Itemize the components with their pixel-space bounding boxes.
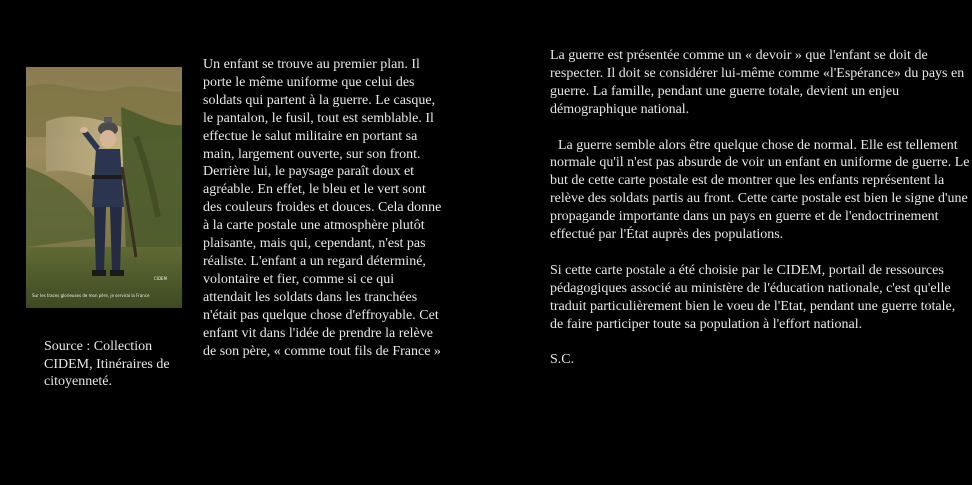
postcard-stamp-text: CIDEM — [154, 276, 168, 281]
postcard-caption: Sur les traces glorieuses de mon père, je servirai la France — [32, 293, 150, 298]
analysis-paragraph-3: Si cette carte postale a été choisie par le CIDEM, portail de ressources pédagogiques associé au ministère de l'éducation nationale, c'est qu'elle traduit particulièrement bien le voeu de l'Etat, pendant une guerre totale, de faire participer toute sa population à l'effort national. — [550, 262, 956, 332]
source-caption: Source : Collection CIDEM, Itinéraires de citoyenneté. — [44, 339, 170, 389]
description-paragraph: Un enfant se trouve au premier plan. Il porte le même uniforme que celui des soldats qui partent à la guerre. Le casque, le pantalon, le fusil, tout est semblable. Il effectue le salut militaire en portant sa main, largement ouverte, sur son front. Derrière lui, le paysage paraît doux et agréable. En effet, le bleu et le vert sont des couleurs froides et douces. Cela donne à la carte postale une atmosphère plutôt plaisante, mais qui, cependant, n'est pas réaliste. L'enfant a un regard déterminé, volontaire et fier, comme si ce qui attendait les soldats dans les tranchées n'était pas quelque chose d'effroyable. Cet enfant vit dans l'idée de prendre la relève de son père, « comme tout fils de France » — [203, 57, 442, 359]
analysis-paragraph-2: La guerre semble alors être quelque chose de normal. Elle est tellement normale qu'il n'est pas absurde de voir un enfant en uniforme de guerre. Le but de cette carte postale est de montrer que les enfants représentent la relève des soldats partis au front. Cette carte postale est bien le signe d'une propagande importante dans un pays en guerre et de l'endoctrinement effectué par l'État auprès des populations. — [550, 137, 970, 243]
analysis-paragraph-1: La guerre est présentée comme un « devoir » que l'enfant se doit de respecter. Il doit se considérer lui-même comme «l'Espérance» du pays en guerre. La famille, pendant une guerre totale, devient un enjeu démographique national. — [550, 48, 965, 117]
postcard-illustration — [26, 67, 182, 308]
analysis-text — [550, 47, 970, 387]
postcard-image — [26, 67, 182, 308]
author-signature: S.C. — [550, 352, 575, 368]
